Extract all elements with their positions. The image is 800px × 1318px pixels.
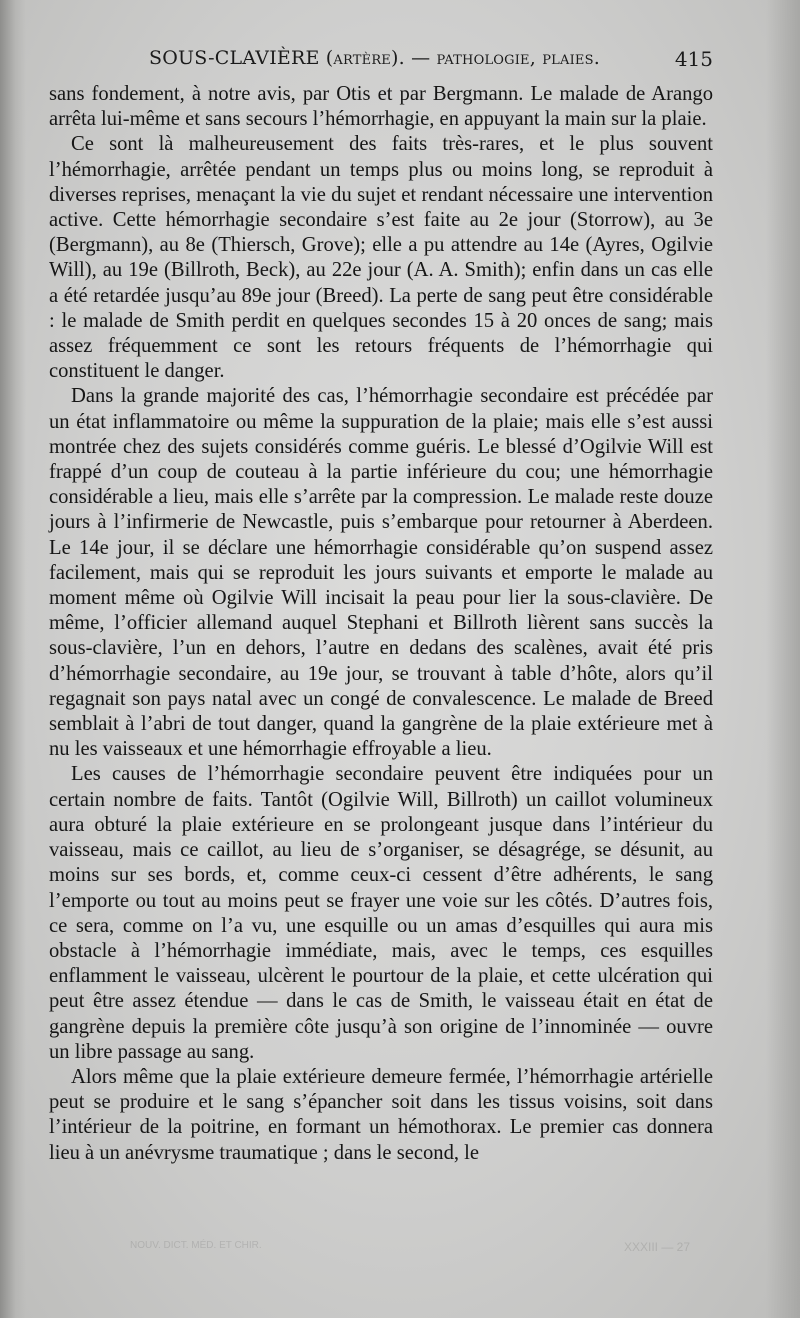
running-head (49, 47, 713, 77)
running-head-title (149, 47, 600, 69)
running-head-rest: — pathologie, plaies. (411, 47, 600, 69)
signature-right: XXXIII — 27 (623, 1240, 690, 1254)
page-gutter-shadow (0, 0, 26, 1318)
body-text (49, 82, 713, 1166)
paragraph-1: sans fondement, à notre avis, par Otis et par Bergmann. Le malade de Arango arrêta lui-même et sans secours l’hémorrhagie, en appuyant la main sur la plaie. (49, 83, 713, 131)
paragraph-5: Alors même que la plaie extérieure demeure fermée, l’hémorrhagie artérielle peut se produire et le sang s’épancher soit dans les tissus voisins, soit dans l’intérieur de la poitrine, en formant un hémothorax. Le premier cas donnera lieu à un anévrysme traumatique ; dans le second, le (49, 1065, 713, 1164)
paragraph-2: Ce sont là malheureusement des faits très-rares, et le plus souvent l’hémorrhagie, arrêtée pendant un temps plus ou moins long, se reproduit à diverses reprises, menaçant la vie du sujet et rendant nécessaire une intervention active. Cette hémorrhagie secondaire s’est faite au 2e jour (Storrow), au 3e (Bergmann), au 8e (Thiersch, Grove); elle a pu attendre au 14e (Ayres, Ogilvie Will), au 19e (Billroth, Beck), au 22e jour (A. A. Smith); enfin dans un cas elle a été retardée jusqu’au 89e jour (Breed). La perte de sang peut être considérable : le malade de Smith perdit en quelques secondes 15 à 20 onces de sang; mais assez fréquemment ce sont les retours fréquents de l’hémorrhagie qui constituent le danger. (49, 133, 713, 383)
printer-signature (130, 1240, 690, 1254)
running-head-main: SOUS-CLAVIÈRE (149, 47, 320, 69)
paragraph-4: Les causes de l’hémorrhagie secondaire peuvent être indiquées pour un certain nombre de faits. Tantôt (Ogilvie Will, Billroth) un caillot volumineux aura obturé la plaie extérieure en se prolongeant jusque dans l’intérieur du vaisseau, mais ce caillot, au lieu de s’organiser, se désagrége, se désunit, au moins sur ses bords, et, comme ceux-ci cessent d’être adhérents, le sang l’emporte ou tout au moins peut se frayer une voie sur les côtés. D’autres fois, ce sera, comme on l’a vu, une esquille ou un amas d’esquilles qui aura mis obstacle à l’hémorrhagie immédiate, mais, avec le temps, ces esquilles enflamment le vaisseau, ulcèrent le pourtour de la plaie, et cette ulcération qui peut être assez étendue — dans le cas de Smith, le vaisseau était en état de gangrène depuis la première côte jusqu’à son origine de l’innominée — ouvre un libre passage au sang. (49, 763, 713, 1063)
running-head-paren: (artère). (325, 47, 405, 69)
paragraph-3: Dans la grande majorité des cas, l’hémorrhagie secondaire est précédée par un état inflammatoire ou même la suppuration de la plaie; mais elle s’est aussi montrée chez des sujets considérés comme guéris. Le blessé d’Ogilvie Will est frappé d’un coup de couteau à la partie inférieure du cou; une hémorrhagie considérable a lieu, mais elle s’arrête par la compression. Le malade reste douze jours à l’infirmerie de Newcastle, puis s’embarque pour retourner à Aberdeen. Le 14e jour, il se déclare une hémorrhagie considérable qu’on suspend assez facilement, mais qui se reproduit les jours suivants et emporte le malade au moment même où Ogilvie Will incisait la peau pour lier la sous-clavière. De même, l’officier allemand auquel Stephani et Billroth lièrent sans succès la sous-clavière, l’un en dehors, l’autre en dedans des scalènes, avait été pris d’hémorrhagie secondaire, au 19e jour, se trouvant à table d’hôte, alors qu’il regagnait son pays natal avec un congé de convalescence. Le malade de Breed semblait à l’abri de tout danger, quand la gangrène de la plaie extérieure met à nu les vaisseaux et une hémorrhagie effroyable a lieu. (49, 385, 713, 761)
page-number: 415 (674, 47, 713, 71)
signature-left: NOUV. DICT. MÉD. ET CHIR. (130, 1240, 262, 1251)
page-edge-shadow (766, 0, 800, 1318)
